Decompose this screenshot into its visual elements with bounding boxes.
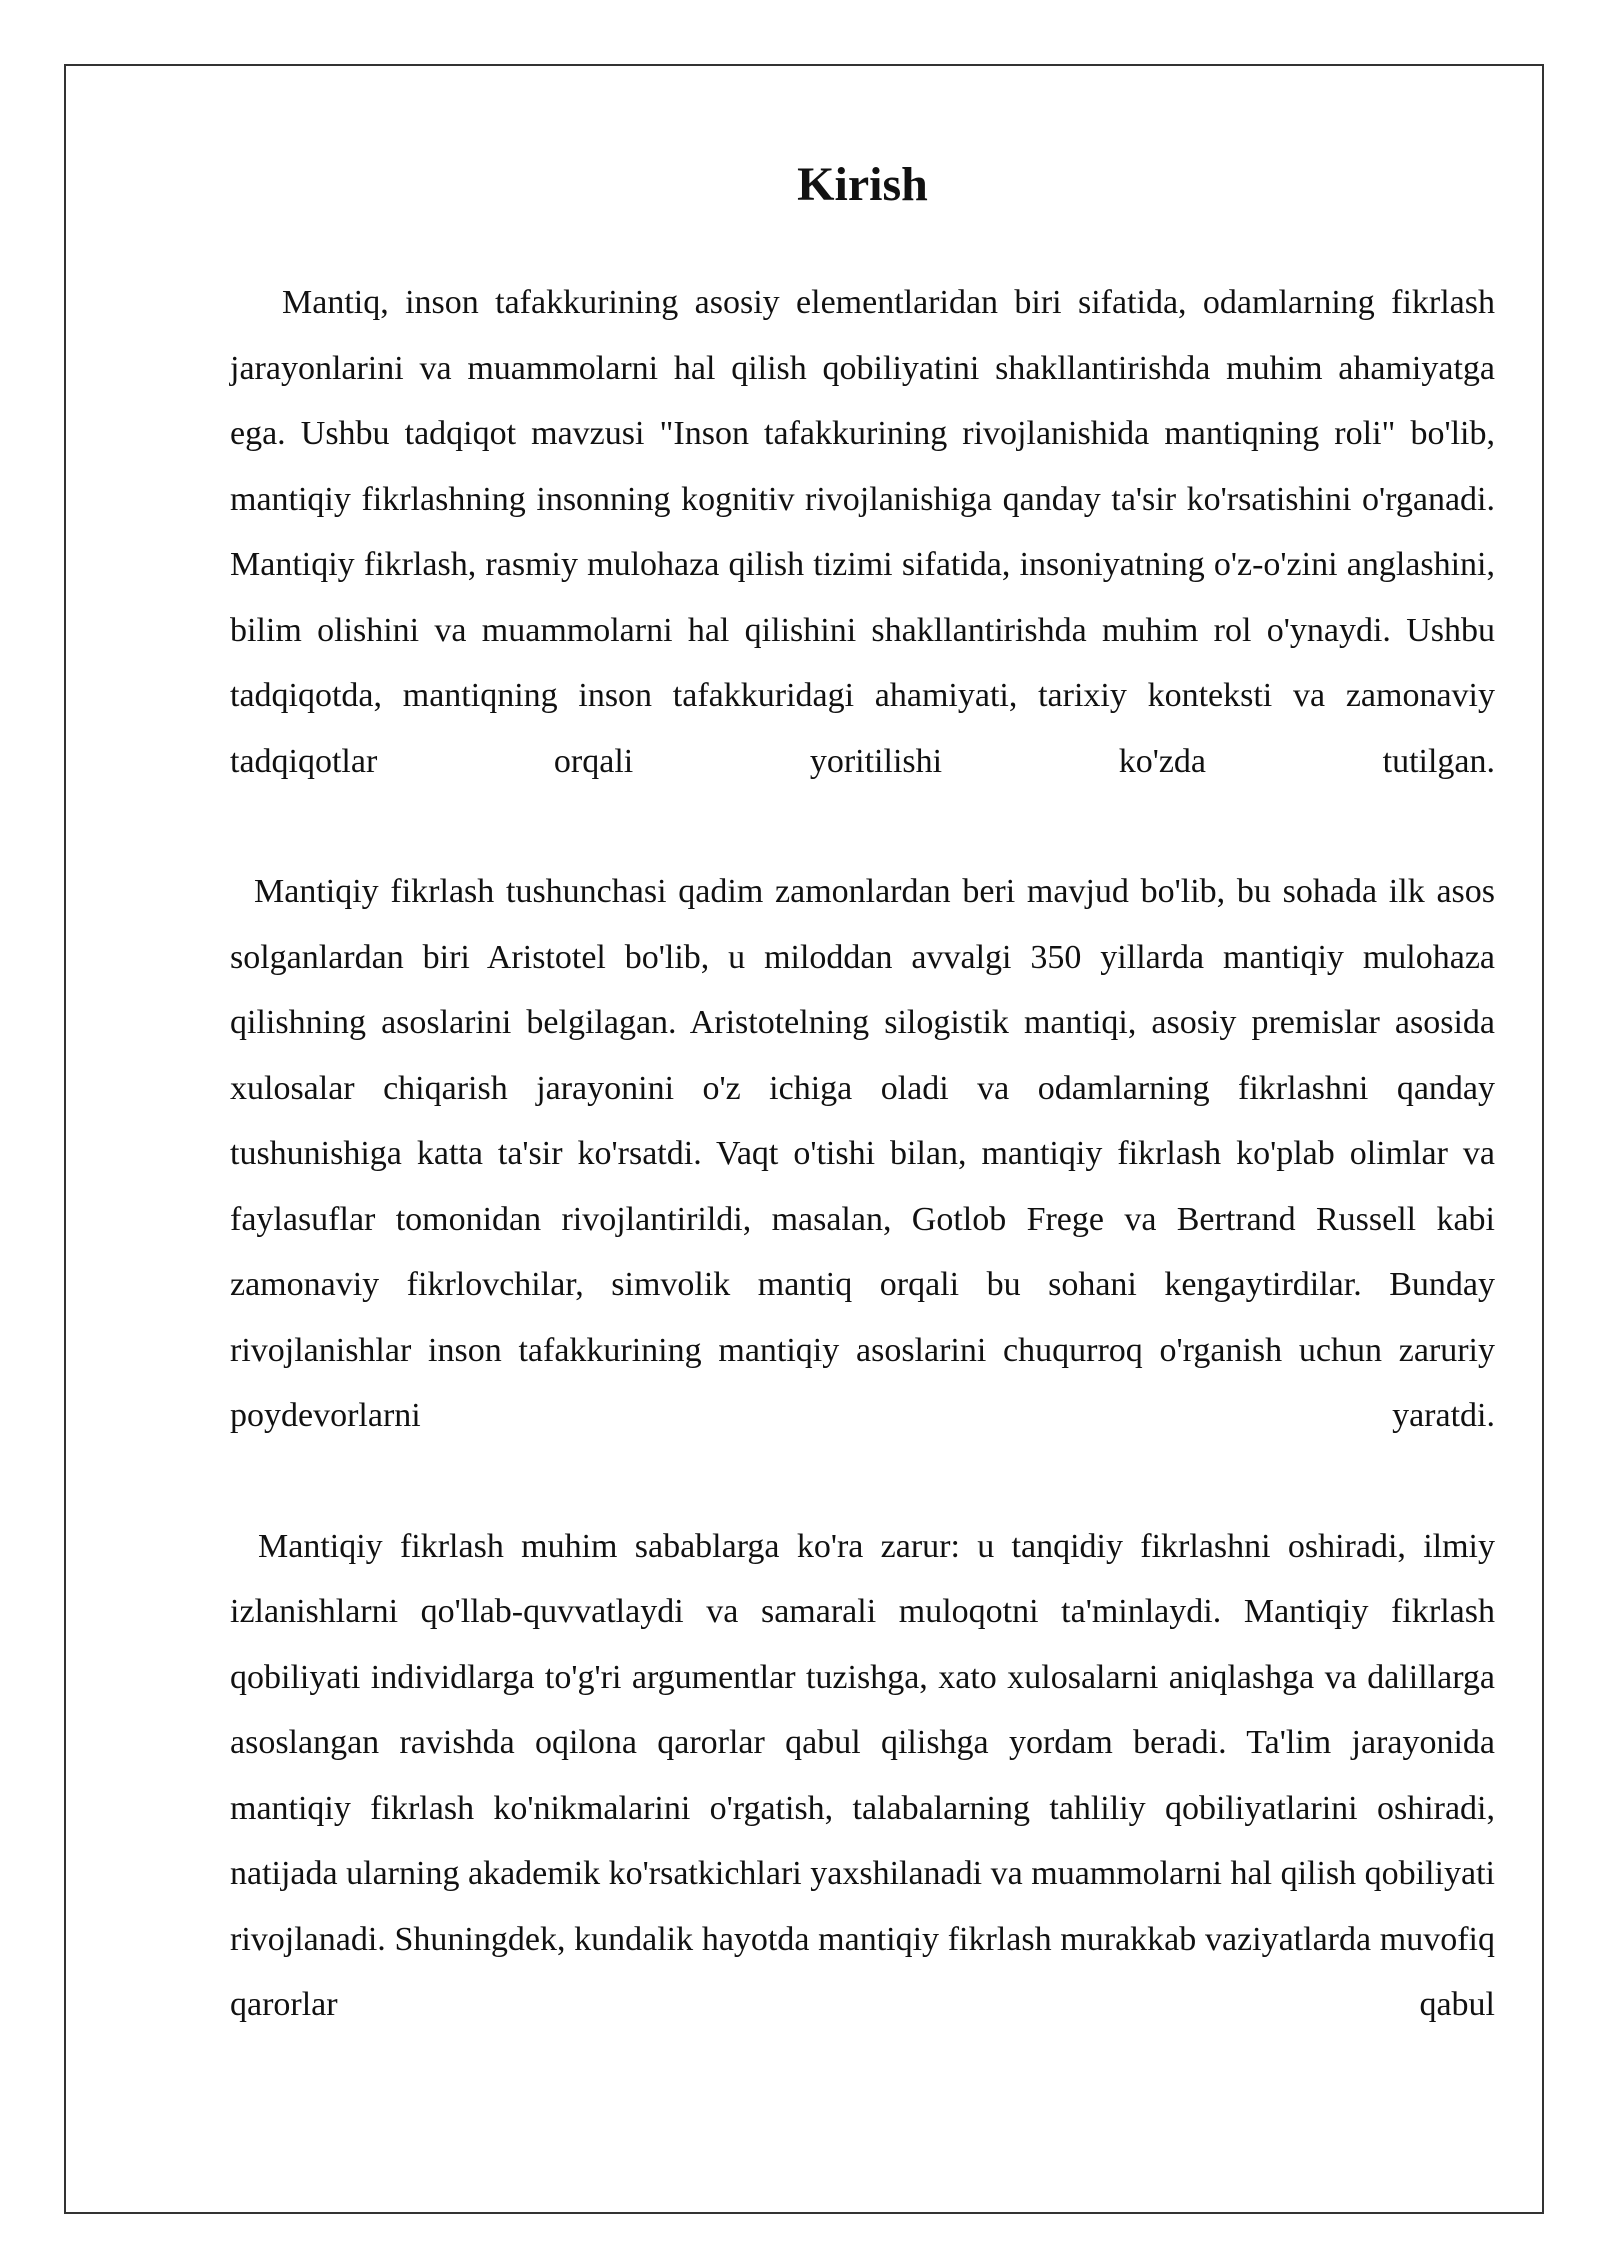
paragraph-3: Mantiqiy fikrlash muhim sabablarga ko'ra zarur: u tanqidiy fikrlashni oshiradi, ilmiy izlanishlarni qo'llab-quvvatlaydi va samarali muloqotni ta'minlaydi. Mantiqiy fikrlash qobiliyati individlarga to'g'ri argumentlar tuzishga, xato xulosalarni aniqlashga va dalillarga asoslangan ravishda oqilona qarorlar qabul qilishga yordam beradi. Ta'lim jarayonida mantiqiy fikrlash ko'nikmalarini o'rgatish, talabalarning tahliliy qobiliyatlarini oshiradi, natijada ularning akademik ko'rsatkichlari yaxshilanadi va muammolarni hal qilish qobiliyati rivojlanadi. Shuningdek, kundalik hayotda mantiqiy fikrlash murakkab vaziyatlarda muvofiq qarorlar qabul bbox=[230, 1527, 1495, 2023]
paragraph-2: Mantiqiy fikrlash tushunchasi qadim zamonlardan beri mavjud bo'lib, bu sohada ilk asos solganlardan biri Aristotel bo'lib, u miloddan avvalgi 350 yillarda mantiqiy mulohaza qilishning asoslarini belgilagan. Aristotelning silogistik mantiqi, asosiy premislar asosida xulosalar chiqarish jarayonini o'z ichiga oladi va odamlarning fikrlashni qanday tushunishiga katta ta'sir ko'rsatdi. Vaqt o'tishi bilan, mantiqiy fikrlash ko'plab olimlar va faylasuflar tomonidan rivojlantirildi, masalan, Gotlob Frege va Bertrand Russell kabi zamonaviy fikrlovchilar, simvolik mantiq orqali bu sohani kengaytirdilar. Bunday rivojlanishlar inson tafakkurining mantiqiy asoslarini chuqurroq o'rganish uchun zaruriy poydevorlarni yaratdi. bbox=[230, 873, 1495, 1434]
paragraph-1: Mantiq, inson tafakkurining asosiy elementlaridan biri sifatida, odamlarning fikrlash jarayonlarini va muammolarni hal qilish qobiliyatini shakllantirishda muhim ahamiyatga ega. Ushbu tadqiqot mavzusi "Inson tafakkurining rivojlanishida mantiqning roli" bo'lib, mantiqiy fikrlashning insonning kognitiv rivojlanishiga qanday ta'sir ko'rsatishini o'rganadi. Mantiqiy fikrlash, rasmiy mulohaza qilish tizimi sifatida, insoniyatning o'z-o'zini anglashini, bilim olishini va muammolarni hal qilishini shakllantirishda muhim rol o'ynaydi. Ushbu tadqiqotda, mantiqning inson tafakkuridagi ahamiyati, tarixiy konteksti va zamonaviy tadqiqotlar orqali yoritilishi ko'zda tutilgan. bbox=[230, 284, 1495, 780]
page-title: Kirish bbox=[797, 158, 928, 211]
document-body bbox=[230, 150, 1495, 2038]
